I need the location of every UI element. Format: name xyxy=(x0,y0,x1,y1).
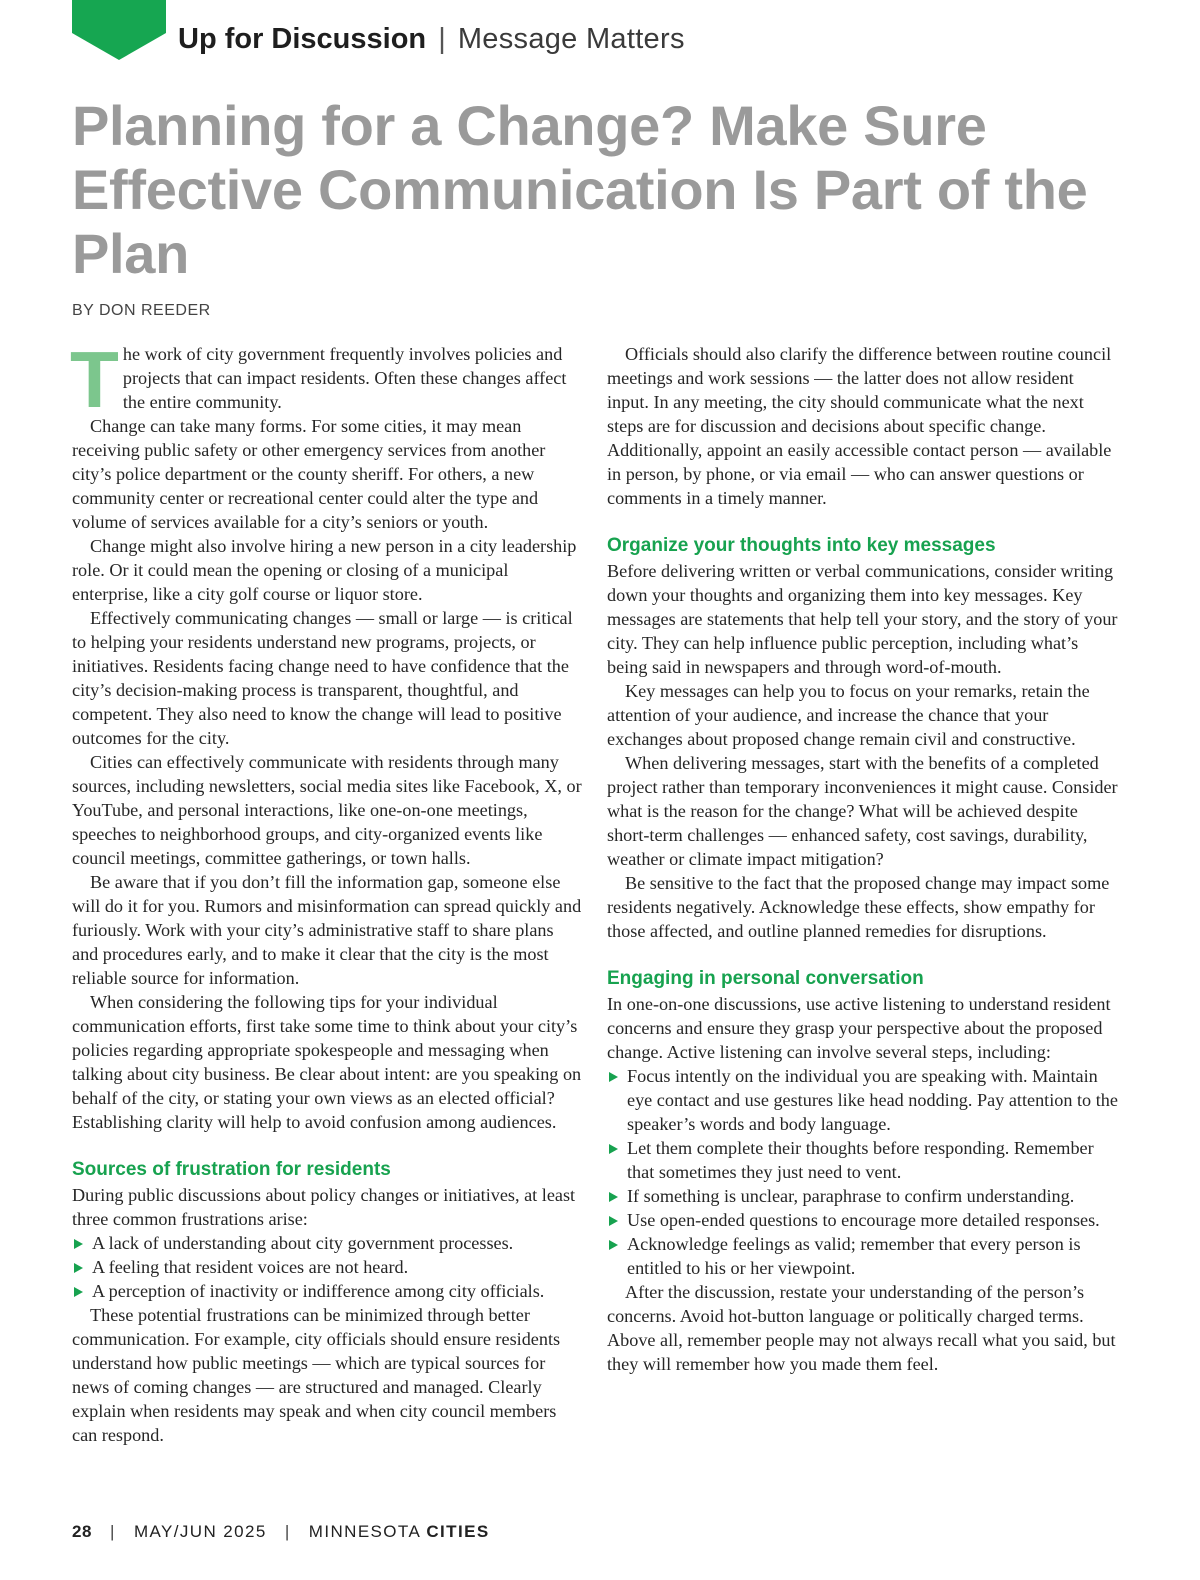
byline: BY DON REEDER xyxy=(72,302,211,319)
section-kicker xyxy=(178,20,685,58)
frustration-list xyxy=(72,1231,584,1303)
body-paragraph: These potential frustrations can be minimized through better communication. For example, city officials should ensure residents understand how public meetings — which are typical sources for news of coming changes — are structured and managed. Clearly explain when residents may speak and when city council members can respond. xyxy=(72,1305,561,1445)
right-column xyxy=(607,342,1119,1376)
section-label: Up for Discussion xyxy=(178,23,427,55)
list-item: If something is unclear, paraphrase to confirm understanding. xyxy=(607,1184,1119,1208)
list-item: Use open-ended questions to encourage more detailed responses. xyxy=(607,1208,1119,1232)
key-messages-heading: Organize your thoughts into key messages xyxy=(607,535,996,556)
list-item: Let them complete their thoughts before responding. Remember that sometimes they just need to vent. xyxy=(607,1136,1119,1184)
list-item: Acknowledge feelings as valid; remember that every person is entitled to his or her viewpoint. xyxy=(607,1232,1119,1280)
body-paragraph: Key messages can help you to focus on your remarks, retain the attention of your audience, and increase the chance that your exchanges about proposed change remain civil and constructive. xyxy=(607,681,1090,749)
magazine-name-light: MINNESOTA xyxy=(308,1522,421,1541)
frustration-intro: During public discussions about policy changes or initiatives, at least three common frustrations arise: xyxy=(72,1185,576,1229)
subsection-label: Message Matters xyxy=(457,23,685,55)
body-paragraph: Be sensitive to the fact that the proposed change may impact some residents negatively. Acknowledge these effects, show empathy for those affected, and outline planned remedies for disruptions. xyxy=(607,873,1110,941)
left-column xyxy=(70,335,584,1447)
page-footer xyxy=(72,1522,490,1542)
body-paragraph: When considering the following tips for your individual communication efforts, first take some time to think about your city’s policies regarding appropriate spokespeople and messaging when talking about city business. Be clear about intent: are you speaking on behalf of the city, or stating your own views as an elected official? Establishing clarity will help to avoid confusion among audiences. xyxy=(72,992,582,1132)
list-item: A feeling that resident voices are not heard. xyxy=(72,1255,584,1279)
footer-separator: | xyxy=(284,1522,291,1541)
section-separator: | xyxy=(438,23,446,55)
list-item: A perception of inactivity or indifference among city officials. xyxy=(72,1279,584,1303)
body-paragraph: When delivering messages, start with the benefits of a completed project rather than temporary inconveniences it might cause. Consider what is the reason for the change? What will be achieved despite short-term challenges — enhanced safety, cost savings, durability, weather or climate impact mitigation? xyxy=(607,753,1118,869)
frustration-heading: Sources of frustration for residents xyxy=(72,1159,391,1180)
page-number: 28 xyxy=(72,1522,92,1541)
body-paragraph: Before delivering written or verbal communications, consider writing down your thoughts and organizing them into key messages. Key messages are statements that help tell your story, and the story of your city. They can help influence public perception, including what’s being said in newspapers and through word-of-mouth. xyxy=(607,561,1118,677)
list-item: A lack of understanding about city government processes. xyxy=(72,1231,584,1255)
intro-text: he work of city government frequently involves policies and projects that can impact residents. Often these changes affect the entire community. xyxy=(122,344,567,412)
body-paragraph: Cities can effectively communicate with residents through many sources, including newsletters, social media sites like Facebook, X, or YouTube, and personal interactions, like one-on-one meetings, speeches to neighborhood groups, and city-organized events like council meetings, committee gatherings, or town halls. xyxy=(72,752,582,868)
bullet-arrow-icon xyxy=(609,1144,618,1154)
footer-separator: | xyxy=(110,1522,116,1541)
bullet-arrow-icon xyxy=(609,1192,618,1202)
magazine-name-bold: CITIES xyxy=(426,1522,490,1541)
bullet-arrow-icon xyxy=(609,1240,618,1250)
drop-cap: T xyxy=(70,335,119,424)
bullet-arrow-icon xyxy=(609,1216,618,1226)
conversation-heading: Engaging in personal conversation xyxy=(607,968,924,989)
article-title: Planning for a Change? Make Sure Effective Communication Is Part of the Plan xyxy=(72,94,1088,285)
bullet-arrow-icon xyxy=(609,1072,618,1082)
bullet-arrow-icon xyxy=(74,1263,83,1273)
bullet-arrow-icon xyxy=(74,1287,83,1297)
body-paragraph: Effectively communicating changes — small or large — is critical to helping your residents understand new programs, projects, or initiatives. Residents facing change need to have confidence that the city’s decision-making process is transparent, thoughtful, and competent. They also need to know the change will lead to positive outcomes for the city. xyxy=(72,608,573,748)
intro-paragraph xyxy=(70,335,584,424)
bullet-arrow-icon xyxy=(74,1239,83,1249)
list-item: Focus intently on the individual you are speaking with. Maintain eye contact and use gestures like head nodding. Pay attention to the speaker’s words and body language. xyxy=(607,1064,1119,1136)
body-paragraph: Change might also involve hiring a new person in a city leadership role. Or it could mean the opening or closing of a municipal enterprise, like a city golf course or liquor store. xyxy=(72,536,577,604)
section-tab-marker xyxy=(72,0,166,60)
body-paragraph: Be aware that if you don’t fill the information gap, someone else will do it for you. Rumors and misinformation can spread quickly and furiously. Work with your city’s administrative staff to share plans and procedures early, and to make it clear that the city is the most reliable source for information. xyxy=(72,872,582,988)
issue-date: MAY/JUN 2025 xyxy=(134,1522,267,1541)
body-paragraph: Officials should also clarify the difference between routine council meetings and work sessions — the latter does not allow resident input. In any meeting, the city should communicate what the next steps are for discussion and decisions about specific change. Additionally, appoint an easily accessible contact person — available in person, by phone, or via email — who can answer questions or comments in a timely manner. xyxy=(607,344,1112,508)
listening-steps-list xyxy=(607,1064,1119,1280)
conversation-intro: In one-on-one discussions, use active listening to understand resident concerns and ensure they grasp your perspective about the proposed change. Active listening can involve several steps, including: xyxy=(607,994,1111,1062)
body-paragraph: After the discussion, restate your understanding of the person’s concerns. Avoid hot-button language or politically charged terms. Above all, remember people may not always recall what you said, but they will remember how you made them feel. xyxy=(607,1282,1116,1374)
body-paragraph: Change can take many forms. For some cities, it may mean receiving public safety or other emergency services from another city’s police department or the county sheriff. For others, a new community center or recreational center could alter the type and volume of services available for a city’s seniors or youth. xyxy=(72,416,546,532)
